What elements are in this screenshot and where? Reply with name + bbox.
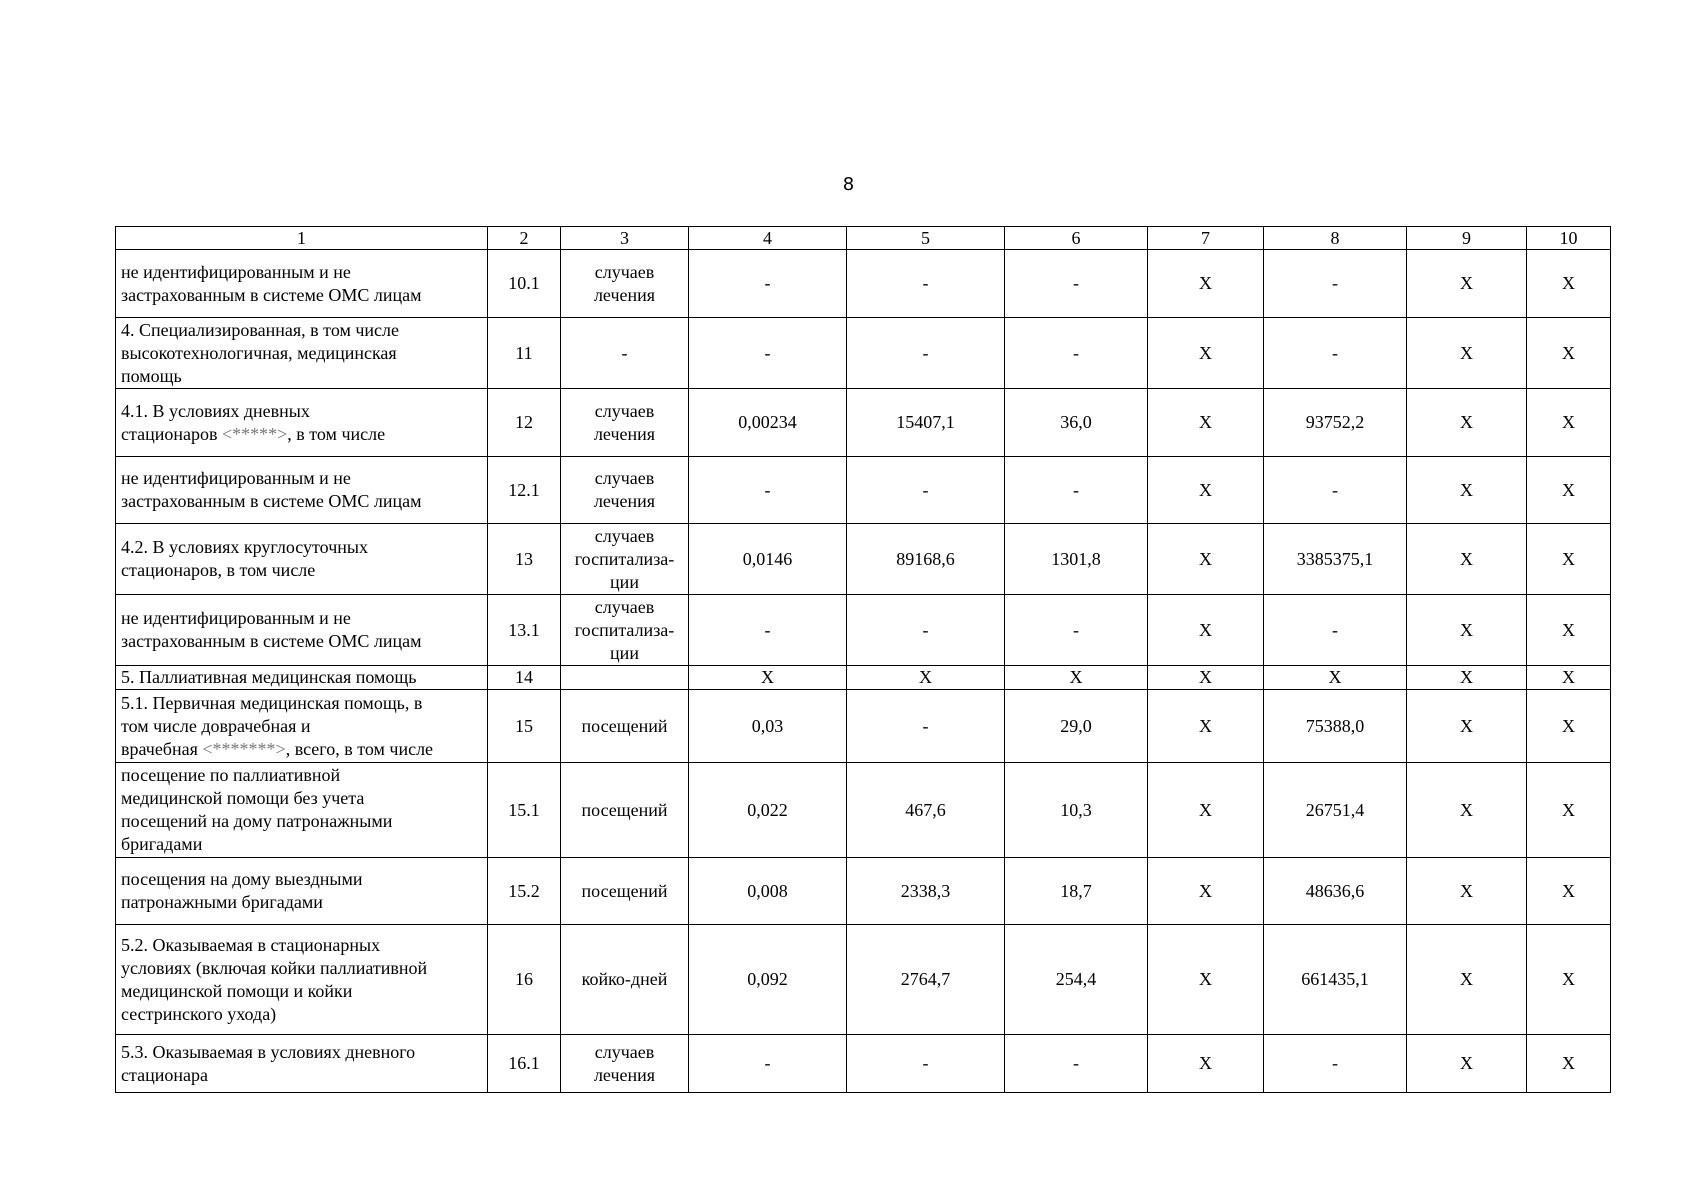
cell-c8: 3385375,1 bbox=[1264, 524, 1407, 595]
cell-c6: - bbox=[1005, 457, 1148, 524]
row-code: 10.1 bbox=[488, 250, 561, 318]
cell-c6: 18,7 bbox=[1005, 858, 1148, 925]
row-unit: случаев лечения bbox=[561, 389, 689, 457]
cell-c5: - bbox=[847, 1035, 1005, 1093]
cell-c5: 15407,1 bbox=[847, 389, 1005, 457]
cell-c6: 29,0 bbox=[1005, 690, 1148, 763]
page-number: 8 bbox=[842, 174, 855, 195]
cell-c7: X bbox=[1148, 858, 1264, 925]
header-cell-3: 3 bbox=[561, 227, 689, 250]
cell-c10: X bbox=[1527, 389, 1611, 457]
row-name: 4. Специализированная, в том числе высокотехнологичная, медицинская помощь bbox=[116, 318, 488, 389]
row-unit: случаев госпитализа- ции bbox=[561, 524, 689, 595]
row-name: 4.1. В условиях дневных стационаров <*****>, в том числе bbox=[116, 389, 488, 457]
header-cell-6: 6 bbox=[1005, 227, 1148, 250]
cell-c10: X bbox=[1527, 250, 1611, 318]
cell-c10: X bbox=[1527, 457, 1611, 524]
row-unit: посещений bbox=[561, 690, 689, 763]
row-code: 11 bbox=[488, 318, 561, 389]
cell-c6: 1301,8 bbox=[1005, 524, 1148, 595]
table-row bbox=[116, 250, 1611, 318]
row-unit: случаев лечения bbox=[561, 457, 689, 524]
row-unit bbox=[561, 666, 689, 690]
cell-c9: X bbox=[1407, 858, 1527, 925]
cell-c8: X bbox=[1264, 666, 1407, 690]
cell-c4: - bbox=[689, 595, 847, 666]
row-code: 16 bbox=[488, 925, 561, 1035]
cell-c9: X bbox=[1407, 250, 1527, 318]
cell-c4: - bbox=[689, 318, 847, 389]
row-code: 13.1 bbox=[488, 595, 561, 666]
cell-c7: X bbox=[1148, 1035, 1264, 1093]
row-code: 16.1 bbox=[488, 1035, 561, 1093]
cell-c5: X bbox=[847, 666, 1005, 690]
cell-c9: X bbox=[1407, 457, 1527, 524]
header-cell-9: 9 bbox=[1407, 227, 1527, 250]
row-unit: посещений bbox=[561, 763, 689, 858]
cell-c5: - bbox=[847, 250, 1005, 318]
header-cell-10: 10 bbox=[1527, 227, 1611, 250]
cell-c7: X bbox=[1148, 595, 1264, 666]
cell-c4: 0,022 bbox=[689, 763, 847, 858]
cell-c6: X bbox=[1005, 666, 1148, 690]
cell-c5: 2338,3 bbox=[847, 858, 1005, 925]
table-row bbox=[116, 925, 1611, 1035]
cell-c7: X bbox=[1148, 457, 1264, 524]
footnote-marker: <*******> bbox=[202, 738, 286, 759]
table-row bbox=[116, 858, 1611, 925]
cell-c4: 0,03 bbox=[689, 690, 847, 763]
cell-c10: X bbox=[1527, 925, 1611, 1035]
cell-c9: X bbox=[1407, 690, 1527, 763]
cell-c9: X bbox=[1407, 595, 1527, 666]
cell-c10: X bbox=[1527, 1035, 1611, 1093]
cell-c9: X bbox=[1407, 524, 1527, 595]
cell-c9: X bbox=[1407, 925, 1527, 1035]
cell-c5: - bbox=[847, 595, 1005, 666]
row-name: 5.1. Первичная медицинская помощь, в том числе доврачебная и врачебная <*******>, всего, в том числе bbox=[116, 690, 488, 763]
cell-c9: X bbox=[1407, 666, 1527, 690]
cell-c10: X bbox=[1527, 595, 1611, 666]
row-code: 14 bbox=[488, 666, 561, 690]
cell-c7: X bbox=[1148, 389, 1264, 457]
header-row bbox=[116, 227, 1611, 250]
row-name: не идентифицированным и не застрахованным в системе ОМС лицам bbox=[116, 250, 488, 318]
cell-c10: X bbox=[1527, 524, 1611, 595]
cell-c10: X bbox=[1527, 318, 1611, 389]
data-table bbox=[115, 226, 1611, 1093]
cell-c7: X bbox=[1148, 690, 1264, 763]
header-cell-8: 8 bbox=[1264, 227, 1407, 250]
cell-c7: X bbox=[1148, 524, 1264, 595]
cell-c8: 661435,1 bbox=[1264, 925, 1407, 1035]
table-row bbox=[116, 666, 1611, 690]
cell-c4: 0,092 bbox=[689, 925, 847, 1035]
table-row bbox=[116, 524, 1611, 595]
cell-c4: 0,0146 bbox=[689, 524, 847, 595]
cell-c10: X bbox=[1527, 858, 1611, 925]
cell-c7: X bbox=[1148, 763, 1264, 858]
header-cell-2: 2 bbox=[488, 227, 561, 250]
cell-c9: X bbox=[1407, 1035, 1527, 1093]
cell-c10: X bbox=[1527, 690, 1611, 763]
cell-c6: 10,3 bbox=[1005, 763, 1148, 858]
cell-c6: 36,0 bbox=[1005, 389, 1148, 457]
row-name: 5.2. Оказываемая в стационарных условиях (включая койки паллиативной медицинской помощи и койки сестринского ухода) bbox=[116, 925, 488, 1035]
row-unit: - bbox=[561, 318, 689, 389]
cell-c4: 0,008 bbox=[689, 858, 847, 925]
row-name: 5.3. Оказываемая в условиях дневного стационара bbox=[116, 1035, 488, 1093]
row-name: 5. Паллиативная медицинская помощь bbox=[116, 666, 488, 690]
cell-c10: X bbox=[1527, 763, 1611, 858]
row-code: 15.1 bbox=[488, 763, 561, 858]
row-name: не идентифицированным и не застрахованным в системе ОМС лицам bbox=[116, 457, 488, 524]
header-cell-5: 5 bbox=[847, 227, 1005, 250]
cell-c5: - bbox=[847, 318, 1005, 389]
cell-c8: - bbox=[1264, 1035, 1407, 1093]
row-code: 12.1 bbox=[488, 457, 561, 524]
cell-c8: 26751,4 bbox=[1264, 763, 1407, 858]
row-unit: посещений bbox=[561, 858, 689, 925]
cell-c8: - bbox=[1264, 250, 1407, 318]
table-row bbox=[116, 457, 1611, 524]
cell-c5: 89168,6 bbox=[847, 524, 1005, 595]
row-code: 13 bbox=[488, 524, 561, 595]
cell-c4: 0,00234 bbox=[689, 389, 847, 457]
table-row bbox=[116, 318, 1611, 389]
cell-c5: - bbox=[847, 457, 1005, 524]
header-cell-1: 1 bbox=[116, 227, 488, 250]
table-row bbox=[116, 690, 1611, 763]
cell-c6: - bbox=[1005, 595, 1148, 666]
cell-c7: X bbox=[1148, 666, 1264, 690]
row-unit: койко-дней bbox=[561, 925, 689, 1035]
cell-c4: - bbox=[689, 457, 847, 524]
cell-c8: 93752,2 bbox=[1264, 389, 1407, 457]
header-cell-7: 7 bbox=[1148, 227, 1264, 250]
cell-c6: - bbox=[1005, 1035, 1148, 1093]
cell-c8: 75388,0 bbox=[1264, 690, 1407, 763]
row-name: не идентифицированным и не застрахованным в системе ОМС лицам bbox=[116, 595, 488, 666]
row-unit: случаев лечения bbox=[561, 250, 689, 318]
row-name: посещения на дому выездными патронажными бригадами bbox=[116, 858, 488, 925]
cell-c9: X bbox=[1407, 389, 1527, 457]
cell-c5: 2764,7 bbox=[847, 925, 1005, 1035]
cell-c4: - bbox=[689, 1035, 847, 1093]
row-name: 4.2. В условиях круглосуточных стационаров, в том числе bbox=[116, 524, 488, 595]
cell-c5: 467,6 bbox=[847, 763, 1005, 858]
cell-c9: X bbox=[1407, 763, 1527, 858]
cell-c6: - bbox=[1005, 318, 1148, 389]
row-code: 12 bbox=[488, 389, 561, 457]
cell-c4: - bbox=[689, 250, 847, 318]
cell-c8: - bbox=[1264, 457, 1407, 524]
row-code: 15.2 bbox=[488, 858, 561, 925]
table-row bbox=[116, 763, 1611, 858]
table-row bbox=[116, 389, 1611, 457]
cell-c8: - bbox=[1264, 595, 1407, 666]
cell-c6: 254,4 bbox=[1005, 925, 1148, 1035]
row-code: 15 bbox=[488, 690, 561, 763]
header-cell-4: 4 bbox=[689, 227, 847, 250]
cell-c4: X bbox=[689, 666, 847, 690]
cell-c7: X bbox=[1148, 250, 1264, 318]
table-row bbox=[116, 595, 1611, 666]
cell-c5: - bbox=[847, 690, 1005, 763]
footnote-marker: <*****> bbox=[221, 423, 288, 444]
cell-c8: - bbox=[1264, 318, 1407, 389]
cell-c8: 48636,6 bbox=[1264, 858, 1407, 925]
row-unit: случаев госпитализа- ции bbox=[561, 595, 689, 666]
cell-c10: X bbox=[1527, 666, 1611, 690]
cell-c7: X bbox=[1148, 318, 1264, 389]
row-name: посещение по паллиативной медицинской помощи без учета посещений на дому патронажными бригадами bbox=[116, 763, 488, 858]
cell-c7: X bbox=[1148, 925, 1264, 1035]
cell-c6: - bbox=[1005, 250, 1148, 318]
row-unit: случаев лечения bbox=[561, 1035, 689, 1093]
cell-c9: X bbox=[1407, 318, 1527, 389]
table-row bbox=[116, 1035, 1611, 1093]
